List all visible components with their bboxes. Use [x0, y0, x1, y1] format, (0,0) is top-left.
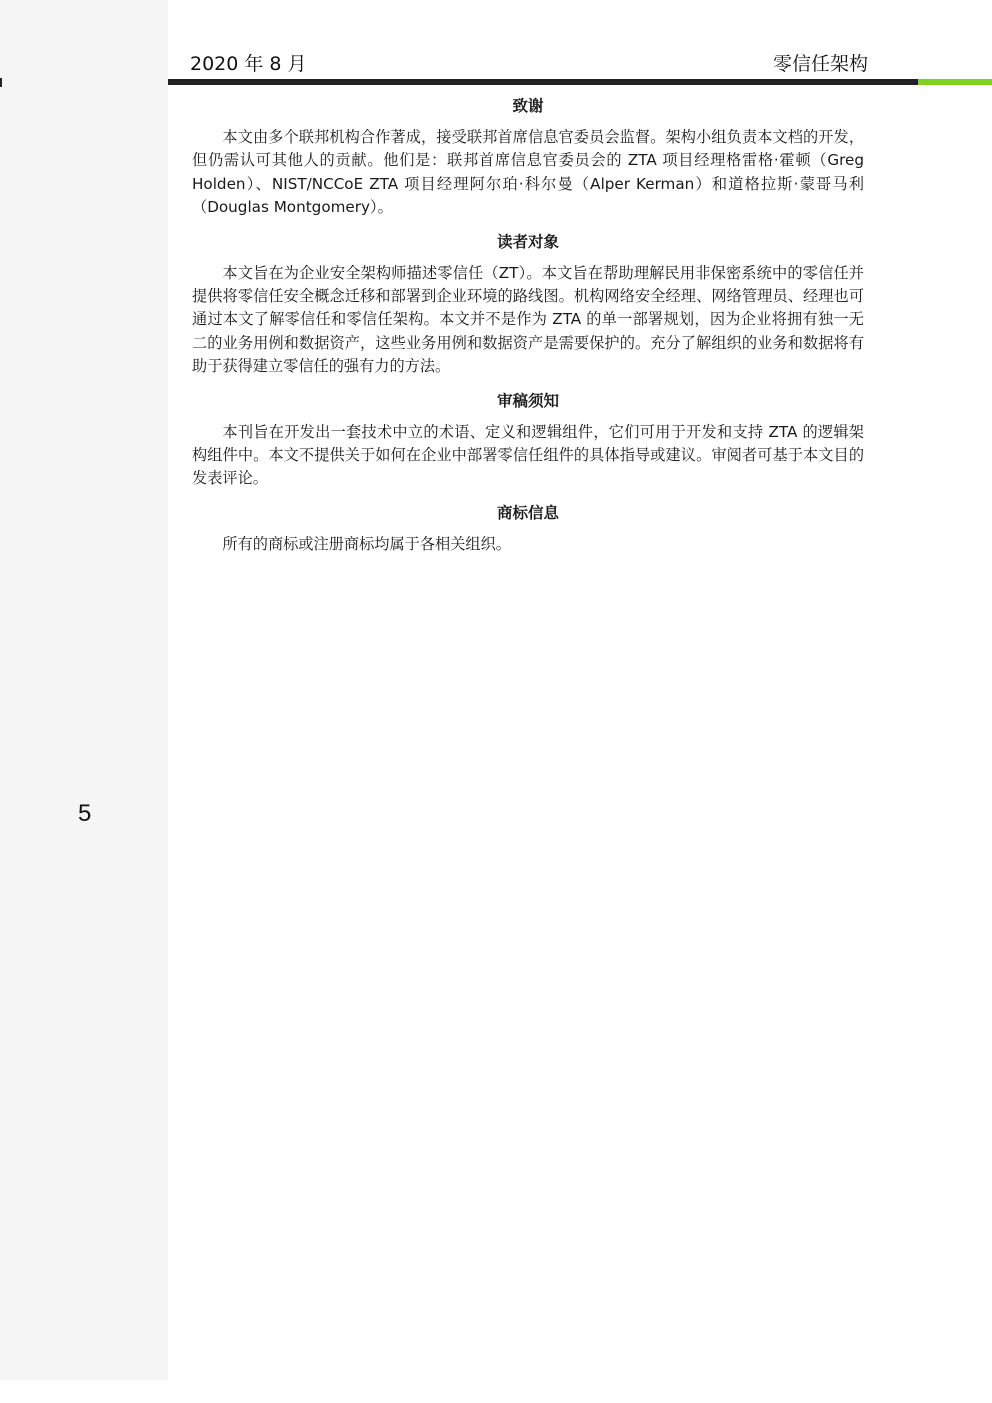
- section-title: 读者对象: [496, 232, 559, 251]
- section-trademark: [192, 501, 864, 556]
- section-audience: [192, 230, 864, 379]
- section-paragraph: 本文旨在为企业安全架构师描述零信任（ZT）。本文旨在帮助理解民用非保密系统中的零信任并提供将零信任安全概念迁移和部署到企业环境的路线图。机构网络安全经理、网络管理员、经理也可通过本文了解零信任和零信任架构。本文并不是作为 ZTA 的单一部署规划，因为企业将拥有独一无二的业务用例和数据资产，这些业务用例和数据资产是需要保护的。充分了解组织的业务和数据将有助于获得建立零信任的强有力的方法。: [192, 263, 864, 376]
- section-paragraph: 本刊旨在开发出一套技术中立的术语、定义和逻辑组件，它们可用于开发和支持 ZTA 的逻辑架构组件中。本文不提供关于如何在企业中部署零信任组件的具体指导或建议。审阅者可基于本文目的发表评论。: [192, 422, 864, 488]
- header-title: 零信任架构: [772, 53, 868, 75]
- section-acknowledgements: [192, 94, 864, 220]
- section-review-notes: [192, 389, 864, 491]
- section-title: 商标信息: [496, 503, 559, 522]
- document-body: [192, 94, 864, 566]
- page-number: 5: [78, 800, 92, 827]
- section-title: 致谢: [512, 97, 544, 115]
- section-title: 审稿须知: [496, 391, 559, 410]
- header-accent-rule: [918, 79, 992, 85]
- header-rule: [168, 79, 918, 85]
- margin-tick-mark: [0, 78, 2, 87]
- section-paragraph: 本文由多个联邦机构合作著成，接受联邦首席信息官委员会监督。架构小组负责本文档的开发，但仍需认可其他人的贡献。他们是：联邦首席信息官委员会的 ZTA 项目经理格雷格·霍顿（Greg Holden）、NIST/NCCoE ZTA 项目经理阿尔珀·科尔曼（Alper Kerman）和道格拉斯·蒙哥马利（Douglas Montgomery）。: [192, 128, 864, 217]
- section-paragraph: 所有的商标或注册商标均属于各相关组织。: [222, 534, 511, 553]
- left-margin-panel: [0, 0, 168, 1380]
- header-date: 2020 年 8 月: [190, 53, 307, 75]
